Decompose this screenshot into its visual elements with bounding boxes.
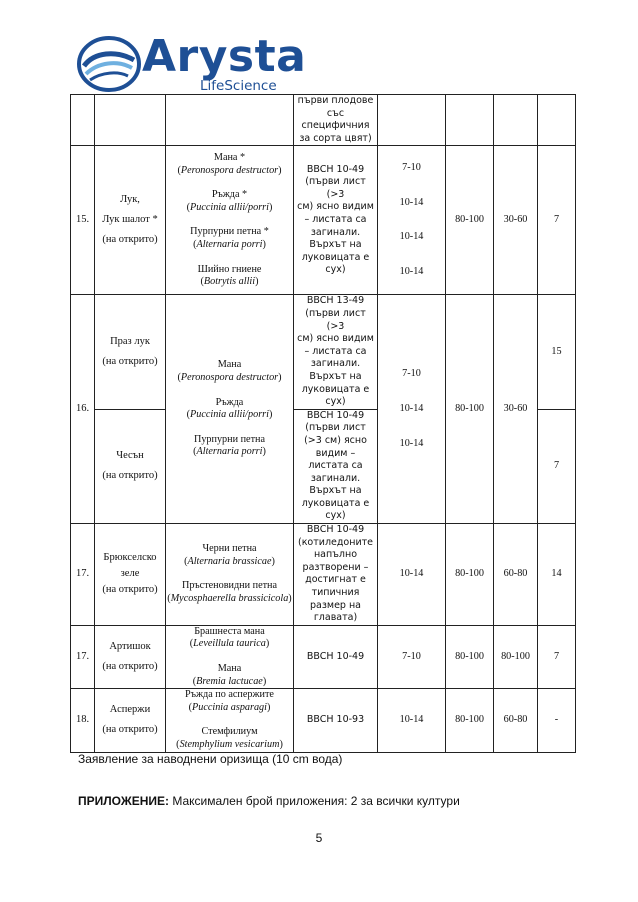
- dose-cell: 60-80: [494, 689, 538, 752]
- dose-cell: 30-60: [494, 146, 538, 295]
- row-number: 18.: [71, 689, 95, 752]
- cell-volume: [446, 95, 494, 146]
- application-label: ПРИЛОЖЕНИЕ:: [78, 794, 169, 808]
- interval-cell: 7-10 10-14 10-14 10-14: [378, 146, 446, 295]
- application-text: Максимален брой приложения: 2 за всички култури: [169, 794, 460, 808]
- dose-cell: 60-80: [494, 524, 538, 626]
- phi-cell: 15: [538, 295, 576, 409]
- crop-cell: Брюкселско зеле (на открито): [95, 524, 166, 626]
- crop-cell: Чесън (на открито): [95, 409, 166, 523]
- bbch-cell: BBCH 10-49 (първи лист (>3 см) ясно видим – листата са загинали. Върхът на луковицата е сух): [294, 409, 378, 523]
- page-number: 5: [315, 831, 323, 845]
- phi-cell: -: [538, 689, 576, 752]
- disease-cell: Брашнеста мана (Leveillula taurica) Мана (Bremia lactucae): [166, 625, 294, 688]
- cell-bbch: първи плодове със специфичния за сорта цвят): [294, 95, 378, 146]
- application-paragraph: [78, 794, 460, 808]
- interval-cell: 10-14: [378, 524, 446, 626]
- bbch-cell: BBCH 10-49 (първи лист (>3 см) ясно видим – листата са загинали. Върхът на луковицата е сух): [294, 146, 378, 295]
- cell-dose: [494, 95, 538, 146]
- table-row: [71, 625, 576, 688]
- interval-cell: 7-10: [378, 625, 446, 688]
- flooded-rice-note: Заявление за наводнени оризища (10 cm вода): [78, 752, 343, 766]
- bbch-cell: BBCH 10-93: [294, 689, 378, 752]
- arysta-swoosh-icon: [76, 34, 142, 94]
- phi-cell: 14: [538, 524, 576, 626]
- table-row: [71, 95, 576, 146]
- disease-cell: Ръжда по аспержите (Puccinia asparagi) Стемфилиум (Stemphylium vesicarium): [166, 689, 294, 752]
- crop-cell: Праз лук (на открито): [95, 295, 166, 409]
- interval-cell: 10-14: [378, 689, 446, 752]
- crop-cell: Лук, Лук шалот * (на открито): [95, 146, 166, 295]
- table-row: [71, 524, 576, 626]
- crop-cell: Аспержи (на открито): [95, 689, 166, 752]
- disease-cell: Черни петна (Alternaria brassicae) Пръстеновидни петна (Mycosphaerella brassicicola): [166, 524, 294, 626]
- row-number: 17.: [71, 524, 95, 626]
- disease-cell: Мана (Peronospora destructor) Ръжда (Puccinia allii/porri) Пурпурни петна (Alternaria porri): [166, 295, 294, 524]
- dose-cell: 30-60: [494, 295, 538, 524]
- bbch-cell: BBCH 10-49 (котиледоните напълно разтворени – достигнат е типичния размер на главата): [294, 524, 378, 626]
- logo-subtitle: LifeScience: [200, 78, 277, 94]
- crop-cell: Артишок (на открито): [95, 625, 166, 688]
- row-number: 15.: [71, 146, 95, 295]
- phi-cell: 7: [538, 146, 576, 295]
- volume-cell: 80-100: [446, 146, 494, 295]
- cell-phi: [538, 95, 576, 146]
- volume-cell: 80-100: [446, 625, 494, 688]
- table-row: [71, 689, 576, 752]
- arysta-logo: [76, 31, 307, 94]
- disease-cell: Мана * (Peronospora destructor) Ръжда * (Puccinia allii/porri) Пурпурни петна * (Alternaria porri) Шийно гниене (Botrytis allii): [166, 146, 294, 295]
- phi-cell: 7: [538, 625, 576, 688]
- cell-interval: [378, 95, 446, 146]
- table-row: [71, 295, 576, 409]
- volume-cell: 80-100: [446, 295, 494, 524]
- dose-cell: 80-100: [494, 625, 538, 688]
- bbch-cell: BBCH 13-49 (първи лист (>3 см) ясно видим – листата са загинали. Върхът на луковицата е сух): [294, 295, 378, 409]
- cell-disease: [166, 95, 294, 146]
- phi-cell: 7: [538, 409, 576, 523]
- logo-wordmark: Arysta: [142, 31, 307, 82]
- table-row: [71, 146, 576, 295]
- volume-cell: 80-100: [446, 689, 494, 752]
- volume-cell: 80-100: [446, 524, 494, 626]
- cell-num: [71, 95, 95, 146]
- row-number: 17.: [71, 625, 95, 688]
- interval-cell: 7-10 10-14 10-14: [378, 295, 446, 524]
- row-number: 16.: [71, 295, 95, 524]
- bbch-cell: BBCH 10-49: [294, 625, 378, 688]
- cell-crop: [95, 95, 166, 146]
- application-table: [70, 94, 576, 753]
